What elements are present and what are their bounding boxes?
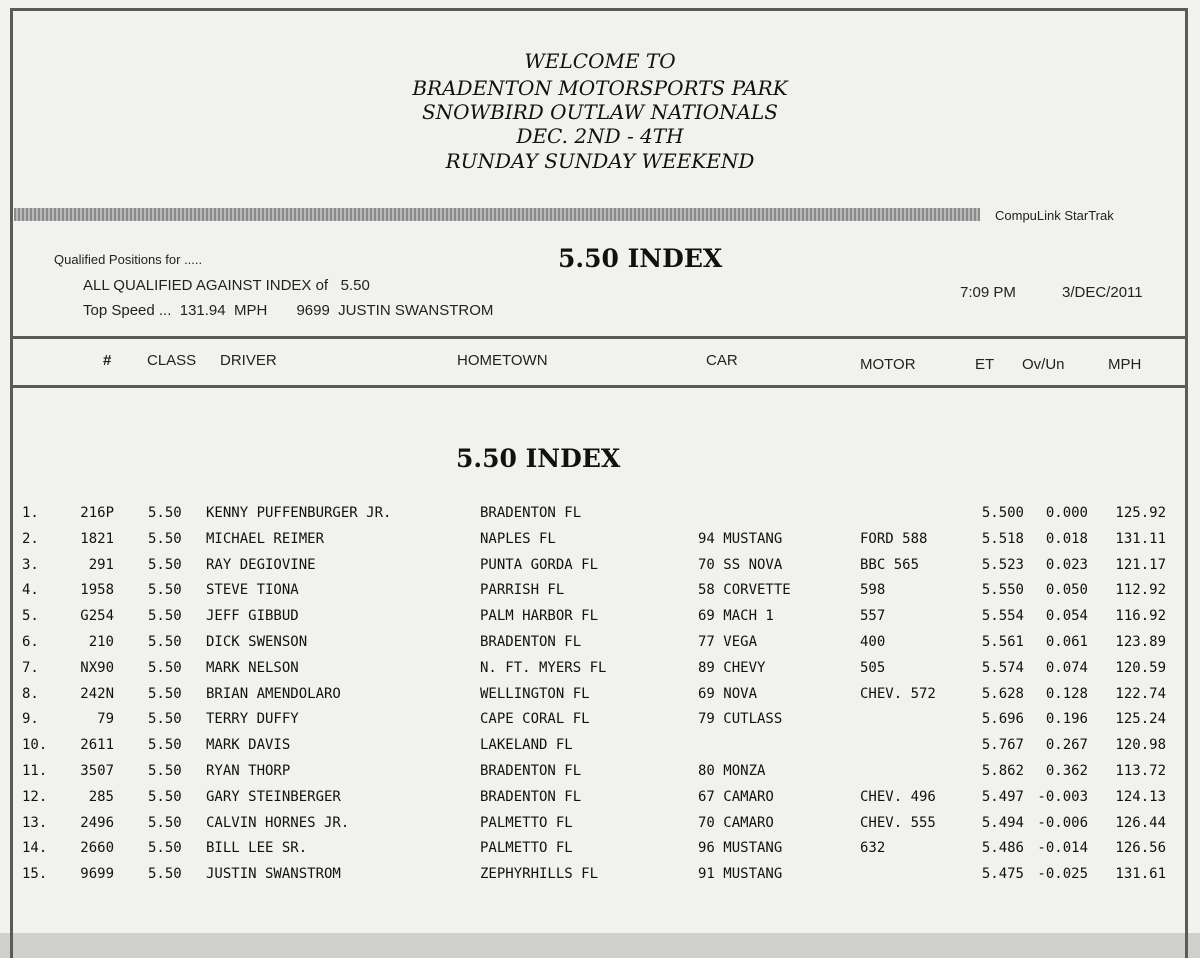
row-et: 5.554 bbox=[981, 608, 1024, 625]
section-title: 5.50 INDEX bbox=[456, 444, 621, 473]
table-row bbox=[0, 864, 1200, 890]
row-hometown: PALMETTO FL bbox=[480, 840, 573, 857]
qualified-label: Qualified Positions for ..... bbox=[54, 252, 203, 267]
col-header-number: # bbox=[103, 352, 112, 369]
row-driver: DICK SWENSON bbox=[206, 634, 308, 650]
row-et: 5.518 bbox=[981, 530, 1024, 547]
row-class: 5.50 bbox=[148, 840, 182, 857]
row-mph: 131.61 bbox=[1115, 866, 1166, 883]
row-position: 15. bbox=[22, 866, 48, 883]
row-driver: KENNY PUFFENBURGER JR. bbox=[206, 505, 392, 521]
row-over-under: 0.000 bbox=[1045, 505, 1088, 521]
row-et: 5.574 bbox=[981, 659, 1024, 676]
row-mph: 112.92 bbox=[1115, 582, 1166, 599]
row-driver: JEFF GIBBUD bbox=[206, 608, 299, 625]
table-row bbox=[0, 813, 1200, 839]
row-motor: BBC 565 bbox=[860, 556, 920, 573]
row-position: 4. bbox=[22, 582, 39, 599]
row-et: 5.561 bbox=[981, 634, 1024, 650]
row-position: 8. bbox=[22, 685, 39, 702]
row-class: 5.50 bbox=[148, 659, 182, 676]
row-position: 5. bbox=[22, 608, 39, 625]
row-hometown: BRADENTON FL bbox=[480, 505, 582, 521]
row-class: 5.50 bbox=[148, 711, 182, 728]
row-car-number: 216P bbox=[80, 505, 114, 521]
row-car: 67 CAMARO bbox=[698, 788, 774, 805]
table-row bbox=[0, 761, 1200, 787]
row-car: 69 NOVA bbox=[698, 685, 758, 702]
row-over-under: 0.267 bbox=[1045, 737, 1088, 754]
row-driver: MARK NELSON bbox=[206, 659, 299, 676]
row-driver: RAY DEGIOVINE bbox=[206, 556, 316, 573]
row-mph: 120.59 bbox=[1115, 659, 1166, 676]
row-et: 5.696 bbox=[981, 711, 1024, 728]
row-position: 2. bbox=[22, 530, 39, 547]
table-row bbox=[0, 632, 1200, 658]
table-row bbox=[0, 787, 1200, 813]
row-over-under: -0.014 bbox=[1037, 840, 1088, 857]
row-position: 9. bbox=[22, 711, 39, 728]
row-car: 58 CORVETTE bbox=[698, 582, 791, 599]
row-mph: 126.56 bbox=[1115, 840, 1166, 857]
row-driver: BRIAN AMENDOLARO bbox=[206, 685, 341, 702]
row-class: 5.50 bbox=[148, 505, 182, 521]
row-driver: RYAN THORP bbox=[206, 763, 291, 779]
welcome-line: WELCOME TO bbox=[524, 49, 676, 73]
row-over-under: 0.054 bbox=[1045, 608, 1088, 625]
row-over-under: -0.003 bbox=[1037, 788, 1088, 805]
row-et: 5.500 bbox=[981, 505, 1024, 521]
row-car: 91 MUSTANG bbox=[698, 866, 783, 883]
row-car-number: 291 bbox=[88, 556, 114, 573]
row-position: 14. bbox=[22, 840, 48, 857]
row-position: 12. bbox=[22, 788, 48, 805]
row-car-number: 79 bbox=[97, 711, 114, 728]
row-over-under: 0.061 bbox=[1045, 634, 1088, 650]
brand-label: CompuLink StarTrak bbox=[995, 208, 1114, 223]
row-et: 5.486 bbox=[981, 840, 1024, 857]
row-mph: 113.72 bbox=[1115, 763, 1166, 779]
row-class: 5.50 bbox=[148, 763, 182, 779]
row-driver: BILL LEE SR. bbox=[206, 840, 308, 857]
header-rule-bottom bbox=[10, 385, 1188, 388]
row-et: 5.475 bbox=[981, 866, 1024, 883]
row-driver: TERRY DUFFY bbox=[206, 711, 299, 728]
table-row bbox=[0, 580, 1200, 606]
row-over-under: -0.025 bbox=[1037, 866, 1088, 883]
row-mph: 125.92 bbox=[1115, 505, 1166, 521]
row-car: 70 SS NOVA bbox=[698, 556, 783, 573]
col-header-motor: MOTOR bbox=[860, 356, 916, 373]
row-motor: 598 bbox=[860, 582, 886, 599]
col-header-class: CLASS bbox=[147, 352, 197, 369]
row-mph: 125.24 bbox=[1115, 711, 1166, 728]
row-over-under: 0.074 bbox=[1045, 659, 1088, 676]
row-over-under: 0.023 bbox=[1045, 556, 1088, 573]
row-over-under: 0.362 bbox=[1045, 763, 1088, 779]
row-car-number: 2660 bbox=[80, 840, 114, 857]
row-hometown: PALMETTO FL bbox=[480, 814, 573, 831]
row-motor: CHEV. 496 bbox=[860, 788, 936, 805]
row-position: 3. bbox=[22, 556, 39, 573]
row-driver: GARY STEINBERGER bbox=[206, 788, 341, 805]
row-car-number: 210 bbox=[88, 634, 114, 650]
park-name: BRADENTON MOTORSPORTS PARK bbox=[412, 76, 788, 100]
top-speed-line: Top Speed ... 131.94 MPH 9699 JUSTIN SWANSTROM bbox=[83, 302, 494, 319]
row-hometown: NAPLES FL bbox=[480, 530, 556, 547]
row-motor: 400 bbox=[860, 634, 886, 650]
header-rule-top bbox=[10, 336, 1188, 339]
row-mph: 124.13 bbox=[1115, 788, 1166, 805]
row-motor: 632 bbox=[860, 840, 886, 857]
col-header-mph: MPH bbox=[1108, 356, 1142, 373]
table-row bbox=[0, 735, 1200, 761]
row-car: 94 MUSTANG bbox=[698, 530, 783, 547]
row-position: 13. bbox=[22, 814, 48, 831]
row-car-number: 2496 bbox=[80, 814, 114, 831]
row-car-number: G254 bbox=[80, 608, 114, 625]
col-header-driver: DRIVER bbox=[220, 352, 277, 369]
row-motor: 505 bbox=[860, 659, 886, 676]
row-car-number: 285 bbox=[88, 788, 114, 805]
row-hometown: BRADENTON FL bbox=[480, 634, 582, 650]
row-driver: JUSTIN SWANSTROM bbox=[206, 866, 341, 883]
row-over-under: 0.018 bbox=[1045, 530, 1088, 547]
row-hometown: WELLINGTON FL bbox=[480, 685, 590, 702]
row-car: 77 VEGA bbox=[698, 634, 758, 650]
row-position: 7. bbox=[22, 659, 39, 676]
row-driver: STEVE TIONA bbox=[206, 582, 299, 599]
print-time: 7:09 PM bbox=[960, 284, 1016, 301]
row-over-under: 0.128 bbox=[1045, 685, 1088, 702]
row-class: 5.50 bbox=[148, 788, 182, 805]
row-driver: CALVIN HORNES JR. bbox=[206, 814, 350, 831]
row-class: 5.50 bbox=[148, 814, 182, 831]
row-et: 5.550 bbox=[981, 582, 1024, 599]
row-hometown: PARRISH FL bbox=[480, 582, 565, 599]
row-mph: 120.98 bbox=[1115, 737, 1166, 754]
table-row bbox=[0, 503, 1200, 529]
row-over-under: 0.196 bbox=[1045, 711, 1088, 728]
index-title: 5.50 INDEX bbox=[558, 244, 723, 273]
row-position: 6. bbox=[22, 634, 39, 650]
row-mph: 131.11 bbox=[1115, 530, 1166, 547]
row-motor: 557 bbox=[860, 608, 886, 625]
table-row bbox=[0, 709, 1200, 735]
row-car-number: NX90 bbox=[80, 659, 114, 676]
row-car-number: 1821 bbox=[80, 530, 114, 547]
table-row bbox=[0, 606, 1200, 632]
row-hometown: PALM HARBOR FL bbox=[480, 608, 599, 625]
row-et: 5.628 bbox=[981, 685, 1024, 702]
col-header-car: CAR bbox=[706, 352, 738, 369]
col-header-hometown: HOMETOWN bbox=[457, 352, 548, 369]
row-mph: 126.44 bbox=[1115, 814, 1166, 831]
row-car-number: 242N bbox=[80, 685, 114, 702]
row-class: 5.50 bbox=[148, 866, 182, 883]
row-driver: MARK DAVIS bbox=[206, 737, 291, 754]
row-class: 5.50 bbox=[148, 530, 182, 547]
row-et: 5.497 bbox=[981, 788, 1024, 805]
table-row bbox=[0, 658, 1200, 684]
event-dates: DEC. 2ND - 4TH bbox=[516, 124, 684, 148]
row-mph: 122.74 bbox=[1115, 685, 1166, 702]
col-header-ovun: Ov/Un bbox=[1022, 356, 1065, 373]
print-date: 3/DEC/2011 bbox=[1062, 284, 1143, 301]
row-car: 79 CUTLASS bbox=[698, 711, 783, 728]
header-separator-bar bbox=[14, 208, 980, 221]
row-class: 5.50 bbox=[148, 556, 182, 573]
row-car: 96 MUSTANG bbox=[698, 840, 783, 857]
row-mph: 123.89 bbox=[1115, 634, 1166, 650]
row-hometown: BRADENTON FL bbox=[480, 788, 582, 805]
row-class: 5.50 bbox=[148, 737, 182, 754]
row-position: 11. bbox=[22, 763, 48, 779]
row-et: 5.494 bbox=[981, 814, 1024, 831]
row-car-number: 1958 bbox=[80, 582, 114, 599]
row-et: 5.767 bbox=[981, 737, 1024, 754]
row-car-number: 9699 bbox=[80, 866, 114, 883]
row-position: 1. bbox=[22, 505, 39, 521]
row-hometown: ZEPHYRHILLS FL bbox=[480, 866, 599, 883]
row-motor: CHEV. 555 bbox=[860, 814, 936, 831]
event-name: SNOWBIRD OUTLAW NATIONALS bbox=[421, 100, 779, 124]
row-car: 70 CAMARO bbox=[698, 814, 774, 831]
row-hometown: CAPE CORAL FL bbox=[480, 711, 590, 728]
table-row bbox=[0, 838, 1200, 864]
row-car: 89 CHEVY bbox=[698, 659, 766, 676]
row-car: 69 MACH 1 bbox=[698, 608, 774, 625]
table-row bbox=[0, 684, 1200, 710]
row-hometown: N. FT. MYERS FL bbox=[480, 659, 607, 676]
table-row bbox=[0, 555, 1200, 581]
row-hometown: LAKELAND FL bbox=[480, 737, 573, 754]
row-position: 10. bbox=[22, 737, 48, 754]
row-et: 5.523 bbox=[981, 556, 1024, 573]
row-driver: MICHAEL REIMER bbox=[206, 530, 325, 547]
row-et: 5.862 bbox=[981, 763, 1024, 779]
row-over-under: 0.050 bbox=[1045, 582, 1088, 599]
row-mph: 116.92 bbox=[1115, 608, 1166, 625]
row-mph: 121.17 bbox=[1115, 556, 1166, 573]
row-motor: CHEV. 572 bbox=[860, 685, 936, 702]
row-class: 5.50 bbox=[148, 582, 182, 599]
weekend-name: RUNDAY SUNDAY WEEKEND bbox=[445, 149, 755, 173]
row-motor: FORD 588 bbox=[860, 530, 928, 547]
row-car: 80 MONZA bbox=[698, 763, 766, 779]
row-class: 5.50 bbox=[148, 634, 182, 650]
row-hometown: BRADENTON FL bbox=[480, 763, 582, 779]
row-over-under: -0.006 bbox=[1037, 814, 1088, 831]
row-car-number: 3507 bbox=[80, 763, 114, 779]
all-qualified-line: ALL QUALIFIED AGAINST INDEX of 5.50 bbox=[83, 277, 370, 294]
table-row bbox=[0, 529, 1200, 555]
row-class: 5.50 bbox=[148, 608, 182, 625]
row-class: 5.50 bbox=[148, 685, 182, 702]
row-hometown: PUNTA GORDA FL bbox=[480, 556, 599, 573]
col-header-et: ET bbox=[975, 356, 995, 373]
row-car-number: 2611 bbox=[80, 737, 114, 754]
